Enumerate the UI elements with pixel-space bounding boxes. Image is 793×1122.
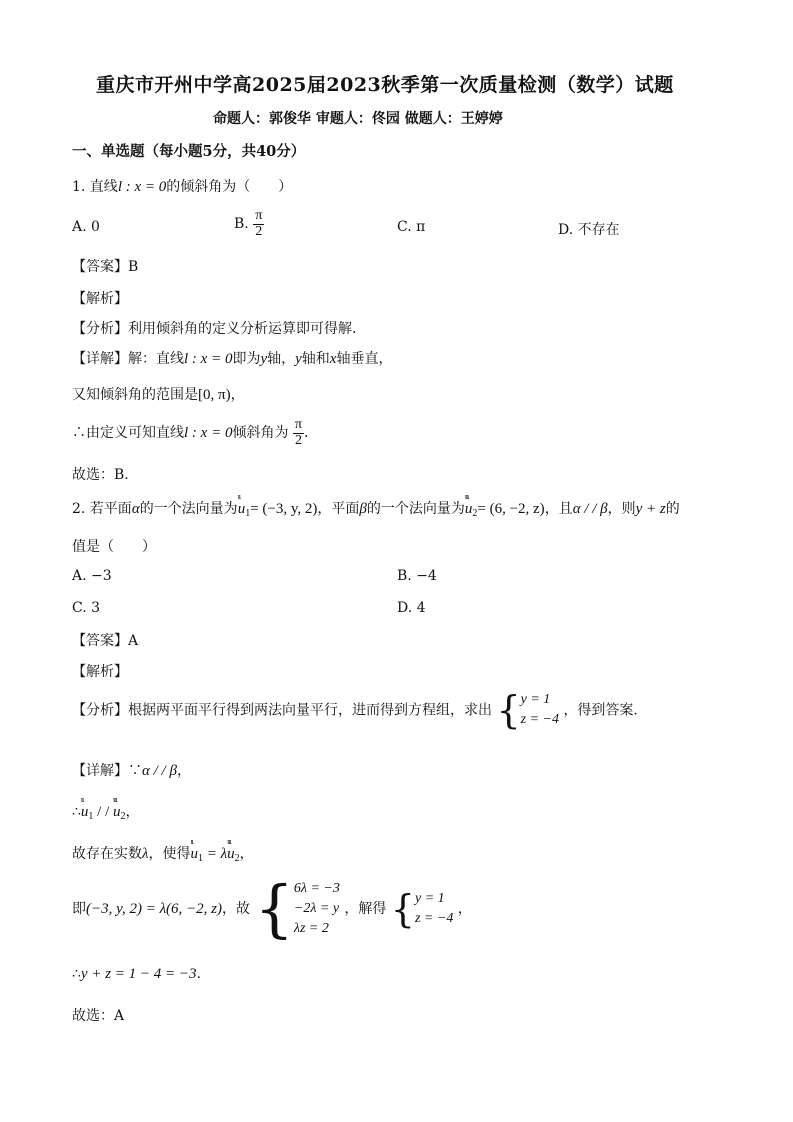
q1-option-d: D. 不存在 (558, 222, 620, 238)
vector-arrow-icon: ιι (80, 795, 84, 804)
q1-stem-math: l : x = 0 (117, 179, 167, 195)
vector-u1 (237, 492, 251, 519)
left-brace-icon: { (390, 887, 415, 931)
q2-final (72, 966, 201, 983)
text: 【详解】∵ (72, 763, 142, 779)
math: α / / β (142, 763, 177, 779)
q2-jiexi: 【解析】 (72, 664, 128, 680)
q2-option-c: C. 3 (72, 600, 101, 616)
text: 的 (665, 501, 680, 517)
q1-jiexi: 【解析】 (72, 291, 128, 307)
math: −2λ = y (293, 900, 340, 916)
math: y + z (635, 501, 666, 517)
text: ，得到答案. (563, 702, 638, 719)
q2-pick: 故选：A (72, 1008, 125, 1024)
q1-stem-text-end: 的倾斜角为（ ） (166, 179, 293, 195)
math: λ (142, 846, 149, 862)
system-rows (415, 889, 453, 930)
q2-exist-lambda (72, 837, 254, 864)
math: x (329, 351, 337, 367)
math: y + z = 1 − 4 = −3 (80, 966, 197, 982)
text: 轴， (267, 351, 296, 367)
q1-detail (72, 348, 392, 368)
math: l : x = 0 (184, 425, 233, 442)
vector-arrow-icon: ιι (190, 837, 193, 846)
q1-conclusion (72, 418, 308, 448)
q2-system-b (391, 889, 454, 930)
math: y = 1 (520, 692, 551, 707)
math: β (359, 501, 367, 517)
frac-denominator: 2 (294, 432, 302, 448)
q2-system-a (254, 872, 340, 945)
text: ， (457, 901, 472, 917)
text: ，解得 (344, 901, 387, 917)
text: 轴和 (301, 351, 330, 367)
math: λz = 2 (293, 921, 329, 937)
system-rows (294, 879, 340, 940)
vector-arrow-icon: ιι (237, 492, 240, 501)
text: ，使得 (148, 846, 191, 862)
math: u (80, 804, 89, 820)
math: u (113, 804, 121, 820)
question-1-stem (72, 176, 292, 196)
q2-analysis-system (496, 690, 559, 731)
q2-answer: 【答案】A (72, 633, 139, 649)
vector-arrow-icon: ιιι (227, 837, 231, 846)
subscript: 2 (120, 811, 126, 822)
text: . (303, 425, 309, 442)
text: . (196, 966, 201, 982)
text: 即为 (232, 351, 261, 367)
subscript: 2 (234, 853, 240, 864)
q1-option-b (234, 209, 264, 239)
page-title: 重庆市开州中学高2025届2023秋季第一次质量检测（数学）试题 (96, 74, 674, 96)
vector-arrow-icon: ιιι (113, 795, 117, 804)
subscript: 1 (88, 811, 94, 822)
text: ，平面 (317, 501, 360, 517)
frac-numerator: π (294, 417, 302, 432)
q1-conclusion-fraction (293, 418, 304, 448)
vector-u2 (113, 795, 126, 822)
text: ， (125, 804, 140, 820)
system-rows (521, 690, 559, 731)
left-brace-icon: { (496, 688, 521, 733)
text: 的一个法向量为 (366, 501, 465, 517)
q1-option-c: C. π (397, 219, 426, 235)
q2-analysis (72, 690, 638, 731)
vector-arrow-icon: ιιι (464, 492, 469, 501)
text: ，故 (222, 901, 251, 917)
subscript: 1 (245, 508, 251, 519)
math: u (237, 501, 246, 517)
math: y (260, 351, 268, 367)
q2-equation-system-line (72, 872, 472, 945)
text: 【分析】根据两平面平行得到两法向量平行，进而得到方程组，求出 (72, 702, 492, 719)
q2-option-a: A. −3 (72, 568, 112, 584)
text: 轴垂直， (336, 351, 393, 367)
vector-u1 (80, 795, 94, 822)
math: 6λ = −3 (293, 880, 340, 896)
text: ，且 (544, 501, 573, 517)
q1-pick: 故选：B. (72, 467, 129, 483)
text: ，则 (607, 501, 636, 517)
math: u (464, 501, 473, 517)
q2-detail (72, 760, 191, 780)
text: ， (230, 387, 245, 403)
math: / / (93, 804, 114, 820)
authors-line: 命题人：郭俊华 审题人：佟园 做题人：王婷婷 (213, 111, 503, 127)
math: = (−3, y, 2) (250, 501, 318, 517)
text: ∴由定义可知直线 (72, 425, 184, 442)
text: 【详解】解：直线 (72, 351, 184, 367)
q1-answer: 【答案】B (72, 259, 139, 275)
text: 2. 若平面 (72, 501, 132, 517)
math: (−3, y, 2) = λ(6, −2, z) (86, 901, 223, 917)
math: z = −4 (520, 712, 559, 728)
text: 故存在实数 (72, 846, 142, 862)
text: 倾斜角为 (232, 425, 289, 442)
math: u (190, 846, 198, 862)
math: u (227, 846, 235, 862)
math: α / / β (572, 501, 608, 517)
subscript: 1 (198, 853, 203, 864)
q2-option-d: D. 4 (397, 600, 426, 616)
math: α (131, 501, 140, 517)
q1-range-line (72, 384, 245, 404)
subscript: 2 (472, 508, 478, 519)
math: = λ (203, 846, 228, 862)
vector-u1 (190, 837, 204, 864)
text: 又知倾斜角的范围是 (72, 387, 198, 403)
text: 即 (72, 901, 86, 917)
vector-u2 (464, 492, 478, 519)
question-2-stem (72, 492, 680, 519)
section-heading-single-choice: 一、单选题（每小题5分，共40分） (72, 143, 306, 160)
vector-u2 (227, 837, 240, 864)
math: z = −4 (414, 911, 454, 926)
question-2-stem-line2: 值是（ ） (72, 539, 156, 555)
math: = (6, −2, z) (477, 501, 545, 517)
text: ∴ (72, 804, 81, 820)
q2-therefore-parallel (72, 795, 140, 822)
math: [0, π) (198, 387, 231, 403)
text: ， (239, 846, 254, 862)
q1-stem-text: 1. 直线 (72, 179, 118, 195)
q1-analysis: 【分析】利用倾斜角的定义分析运算即可得解. (72, 321, 357, 337)
text: ∴ (72, 966, 81, 982)
q2-option-b: B. −4 (397, 568, 437, 584)
frac-denominator: 2 (255, 223, 263, 239)
q1-option-b-fraction (253, 209, 264, 239)
math: y = 1 (414, 890, 445, 906)
text: ， (176, 763, 191, 779)
q1-option-a: A. 0 (72, 219, 100, 235)
q1-option-b-label: B. (234, 216, 249, 233)
frac-numerator: π (255, 208, 263, 223)
math: l : x = 0 (184, 351, 233, 367)
left-brace-icon: { (254, 872, 294, 945)
math: y (295, 351, 302, 367)
text: 的一个法向量为 (139, 501, 238, 517)
